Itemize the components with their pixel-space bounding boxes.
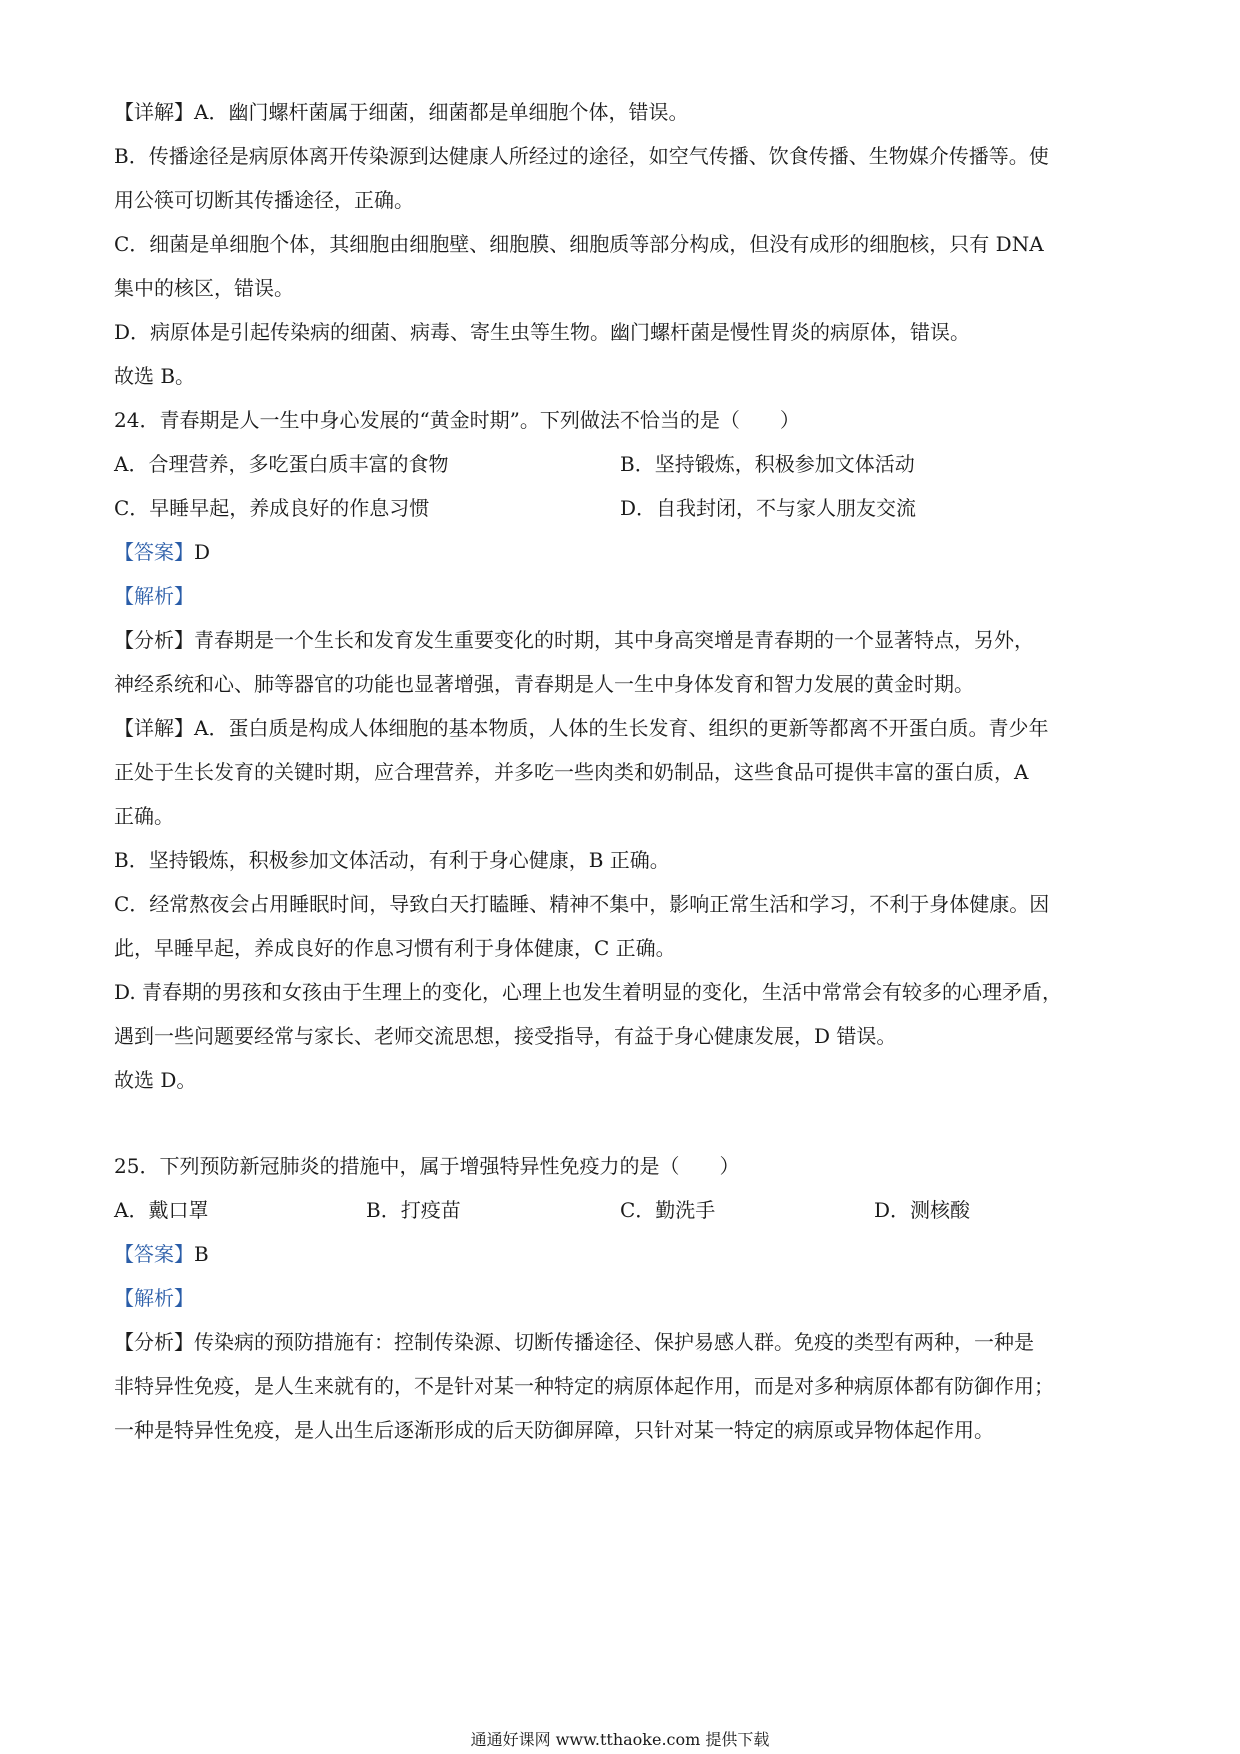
q24-analysis-label: 【解析】 (114, 584, 194, 608)
text-line: C．细菌是单细胞个体，其细胞由细胞壁、细胞膜、细胞质等部分构成，但没有成形的细胞核，只有 DNA (114, 232, 1044, 256)
q25-option-b: B．打疫苗 (366, 1198, 461, 1222)
footer-source: 通通好课网 www.tthaoke.com 提供下载 (470, 1730, 770, 1749)
text-line: 遇到一些问题要经常与家长、老师交流思想，接受指导，有益于身心健康发展，D 错误。 (114, 1024, 897, 1048)
text-line: 正处于生长发育的关键时期，应合理营养，并多吃一些肉类和奶制品，这些食品可提供丰富的蛋白质，A (114, 760, 1029, 784)
detail-line: 【详解】A．幽门螺杆菌属于细菌，细菌都是单细胞个体，错误。 (114, 100, 689, 124)
q25-option-a: A．戴口罩 (114, 1198, 209, 1222)
text-line: B．传播途径是病原体离开传染源到达健康人所经过的途径，如空气传播、饮食传播、生物媒介传播等。使 (114, 144, 1049, 168)
q24-fenxi: 【分析】青春期是一个生长和发育发生重要变化的时期，其中身高突增是青春期的一个显著特点，另外， (114, 628, 1034, 652)
text-line: 一种是特异性免疫，是人出生后逐渐形成的后天防御屏障，只针对某一特定的病原或异物体起作用。 (114, 1418, 994, 1442)
answer-value: D (194, 540, 211, 564)
text-line: 集中的核区，错误。 (114, 276, 294, 300)
q24-detail: 【详解】A．蛋白质是构成人体细胞的基本物质，人体的生长发育、组织的更新等都离不开蛋白质。青少年 (114, 716, 1049, 740)
text-line: 非特异性免疫，是人生来就有的，不是针对某一种特定的病原体起作用，而是对多种病原体都有防御作用； (114, 1374, 1054, 1398)
text-line: 此，早睡早起，养成良好的作息习惯有利于身体健康，C 正确。 (114, 936, 676, 960)
fenxi-label: 【分析】 (114, 1330, 194, 1354)
answer-label: 【答案】 (114, 540, 194, 564)
q25-fenxi: 【分析】传染病的预防措施有：控制传染源、切断传播途径、保护易感人群。免疫的类型有两种，一种是 (114, 1330, 1034, 1354)
q24-option-d: D．自我封闭，不与家人朋友交流 (620, 496, 917, 520)
choose-line: 故选 D。 (114, 1068, 197, 1092)
q25-option-c: C．勤洗手 (620, 1198, 716, 1222)
q24-option-c: C．早睡早起，养成良好的作息习惯 (114, 496, 430, 520)
detail-label: 【详解】 (114, 716, 194, 740)
answer-value: B (194, 1242, 209, 1266)
answer-label: 【答案】 (114, 1242, 194, 1266)
text-line: 神经系统和心、肺等器官的功能也显著增强，青春期是人一生中身体发育和智力发展的黄金时期。 (114, 672, 974, 696)
question-24-stem: 24．青春期是人一生中身心发展的“黄金时期”。下列做法不恰当的是（ ） (114, 408, 800, 432)
q25-answer (114, 1240, 1134, 1268)
question-25-stem: 25．下列预防新冠肺炎的措施中，属于增强特异性免疫力的是（ ） (114, 1154, 740, 1178)
fenxi-label: 【分析】 (114, 628, 194, 652)
q24-option-b: B．坚持锻炼，积极参加文体活动 (620, 452, 915, 476)
text-line: C．经常熬夜会占用睡眠时间，导致白天打瞌睡、精神不集中，影响正常生活和学习，不利于身体健康。因 (114, 892, 1050, 916)
text-line: D．病原体是引起传染病的细菌、病毒、寄生虫等生物。幽门螺杆菌是慢性胃炎的病原体，错误。 (114, 320, 971, 344)
text-line: 正确。 (114, 804, 174, 828)
text-line: B．坚持锻炼，积极参加文体活动，有利于身心健康，B 正确。 (114, 848, 670, 872)
text-line: 用公筷可切断其传播途径，正确。 (114, 188, 414, 212)
text-line: D. 青春期的男孩和女孩由于生理上的变化，心理上也发生着明显的变化，生活中常常会有较多的心理矛盾， (114, 980, 1063, 1004)
q25-analysis-label: 【解析】 (114, 1286, 194, 1310)
q25-option-d: D．测核酸 (874, 1198, 971, 1222)
q24-answer (114, 538, 1134, 566)
detail-label: 【详解】 (114, 100, 194, 124)
q24-option-a: A．合理营养，多吃蛋白质丰富的食物 (114, 452, 449, 476)
choose-line: 故选 B。 (114, 364, 196, 388)
